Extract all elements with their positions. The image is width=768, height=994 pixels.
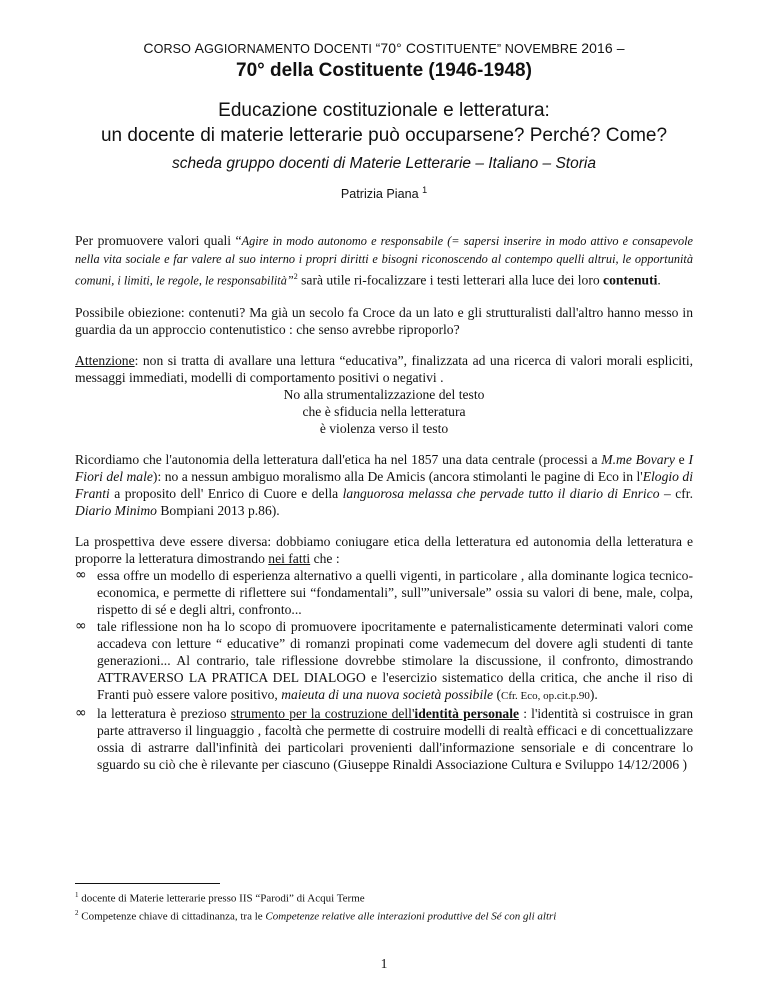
infinity-bullet-icon: ∞ xyxy=(75,617,87,634)
paragraph-5: La prospettiva deve essere diversa: dobbiamo coniugare etica della letteratura ed autonomia della letteratura e proporre la letteratura dimostrando nei fatti che : xyxy=(75,533,693,566)
footnotes xyxy=(75,883,693,923)
paragraph-1: Per promuovere valori quali “Agire in modo autonomo e responsabile (= sapersi inserire in modo attivo e consapevole nella vita sociale e far valere al suo interno i propri diritti e bisogni riconoscendo al contempo quelli altrui, le opportunità comuni, i limiti, le regole, le responsabilità”$^2$ sarà utile ri-focalizzare i testi letterari alla luce dei loro contenuti. xyxy=(75,233,693,288)
paragraph-2: Possibile obiezione: contenuti? Ma già un secolo fa Croce da un lato e gli strutturalisti dall'altro hanno messo in guardia da un approccio contenutistico : che senso avrebbe riproporlo? xyxy=(75,304,693,337)
document-page xyxy=(75,30,693,773)
footnote-1: $^1$ docente di Materie letterarie presso IIS “Parodi” di Acqui Terme xyxy=(75,891,365,905)
centered-line-3: è violenza verso il testo xyxy=(319,420,449,436)
quote-italic: Agire in modo autonomo e responsabile (= sapersi inserire in modo attivo e consapevole nella vita sociale e far valere al suo interno i propri diritti e bisogni riconoscendo al contempo quelli altrui, le opportunità comuni, i limiti, le regole, le responsabilità xyxy=(75,234,693,288)
footnote-ref-2: 2 xyxy=(293,272,298,282)
author-line xyxy=(75,185,693,201)
document-title: 70° della Costituente (1946-1948) xyxy=(236,60,532,81)
scheda-line: scheda gruppo docenti di Materie Letterarie – Italiano – Storia xyxy=(172,155,596,172)
page-number: 1 xyxy=(380,956,388,971)
paragraph-3: Attenzione: non si tratta di avallare una lettura “educativa”, finalizzata ad una ricerca di valori morali espliciti, messaggi immediati, modelli di comportamento positivi o negativi . xyxy=(75,352,693,385)
footnote-divider xyxy=(75,883,220,884)
centered-line-2: che è sfiducia nella letteratura xyxy=(302,403,466,419)
footnote-2: $^2$ Competenze chiave di cittadinanza, tra le Competenze relative alle interazioni produttive del Sé con gli altri xyxy=(75,908,557,923)
document-subtitle xyxy=(75,98,693,148)
paragraph-4: Ricordiamo che l'autonomia della letteratura dall'etica ha nel 1857 una data centrale (processi a M.me Bovary e I Fiori del male): no a nessun ambiguo moralismo alla De Amicis (ancora stimolanti le pagine di Eco in l'Elogio di Franti a proposito dell' Enrico di Cuore e della languorosa melassa che pervade tutto il diario di Enrico – cfr. Diario Minimo Bompiani 2013 p.86). xyxy=(75,451,693,518)
running-header: CORSO AGGIORNAMENTO DOCENTI “70° COSTITUENTE” NOVEMBRE 2016 – xyxy=(143,40,625,56)
list-item: ∞ tale riflessione non ha lo scopo di promuovere ipocritamente e paternalisticamente determinati valori come accadeva con letture “ educative” di romanzi propinati come vademecum del dovere agli studenti di tante generazioni... Al contrario, tale riflessione dovrebbe stimolare la discussione, il confronto, dimostrando ATTRAVERSO LA PRATICA DEL DIALOGO e l'esercizio sistematico della critica, che anche il riso di Franti può essere valore positivo, maieuta di una nuova società possibile (Cfr. Eco, op.cit.p.90). xyxy=(75,617,693,702)
list-item: ∞ la letteratura è prezioso strumento per la costruzione dell'identità personale : l'identità si costruisce in gran parte attraverso il linguaggio , facoltà che permette di costruire modelli di realtà efficaci e di concettualizzare ossia di astrarre dall'infinità dei particolari provenienti dall'informazione sensoriale e di concentrare lo sguardo su ciò che è rilevante per ciascuno (Giuseppe Rinaldi Associazione Cultura e Sviluppo 14/12/2006 ) xyxy=(75,704,694,772)
centered-line-1: No alla strumentalizzazione del testo xyxy=(283,386,485,402)
attenzione-label: Attenzione xyxy=(75,352,135,368)
bold-contenuti: contenuti xyxy=(603,272,658,288)
author-footnote-ref: 1 xyxy=(422,185,428,195)
bullet-list xyxy=(75,567,693,773)
infinity-bullet-icon: ∞ xyxy=(75,566,87,583)
list-item: ∞ essa offre un modello di esperienza alternativo a quelli vigenti, in particolare , alla dominante logica tecnico-economica, e permette di riflettere sui “fondamentali”, sull'”universale” ossia su valori di bene, male, colpa, rispetto di sé e degli altri, confronto... xyxy=(75,566,693,617)
infinity-bullet-icon: ∞ xyxy=(75,704,87,721)
subtitle-line-2: un docente di materie letterarie può occuparsene? Perché? Come? xyxy=(100,125,668,146)
author-name: Patrizia Piana xyxy=(340,187,419,202)
subtitle-line-1: Educazione costituzionale e letteratura: xyxy=(218,100,550,121)
